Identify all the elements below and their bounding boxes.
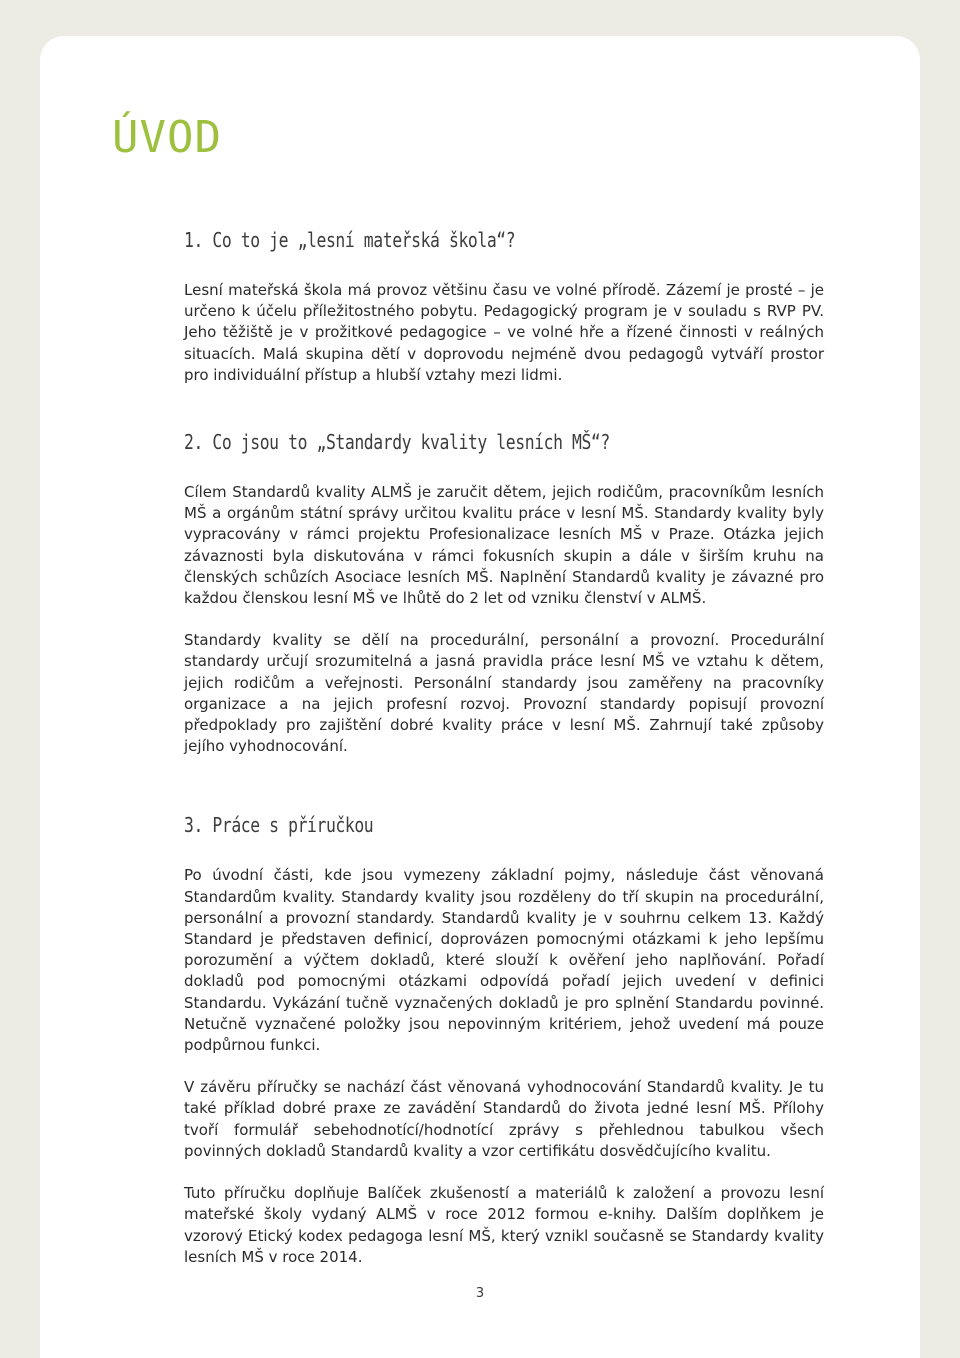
- section-heading-3: 3. Práce s příručkou: [184, 813, 374, 838]
- section-3-paragraph-3: Tuto příručku doplňuje Balíček zkušeností a materiálů k založení a provozu lesní mateřské školy vydaný ALMŠ v roce 2012 formou e-knihy. Dalším doplňkem je vzorový Etický kodex pedagoga lesní MŠ, který vznikl současně se Standardy kvality lesních MŠ v roce 2014.: [184, 1184, 824, 1266]
- section-2-paragraph-1: Cílem Standardů kvality ALMŠ je zaručit dětem, jejich rodičům, pracovníkům lesních MŠ a orgánům státní správy určitou kvalitu práce v lesní MŠ. Standardy kvality byly vypracovány v rámci projektu Profesionalizace lesních MŠ v Praze. Otázka jejich závaznosti byla diskutována v rámci fokusních skupin a dále v širším kruhu na členských schůzích Asociace lesních MŠ. Naplnění Standardů kvality je závazné pro každou členskou lesní MŠ ve lhůtě do 2 let od vzniku členství v ALMŠ.: [184, 483, 824, 608]
- page-number: 3: [475, 1286, 485, 1301]
- section-3-paragraph-2: V závěru příručky se nachází část věnovaná vyhodnocování Standardů kvality. Je tu také příklad dobré praxe ze zavádění Standardů do života jedné lesní MŠ. Přílohy tvoří formulář sebehodnotící/hodnotící zprávy s přehlednou tabulkou všech povinných dokladů Standardů kvality a vzor certifikátu dosvědčujícího kvalitu.: [184, 1078, 824, 1160]
- page-title: ÚVOD: [112, 112, 222, 163]
- section-1-paragraph-1: Lesní mateřská škola má provoz většinu času ve volné přírodě. Zázemí je prosté – je určeno k účelu příležitostného pobytu. Pedagogický program je v souladu s RVP PV. Jeho těžiště je v prožitkové pedagogice – ve volné hře a řízené činnosti v reálných situacích. Malá skupina dětí v doprovodu nejméně dvou pedagogů vytváří prostor pro individuální přístup a hlubší vztahy mezi lidmi.: [184, 281, 824, 384]
- document-page: [40, 36, 920, 1358]
- section-3-paragraph-1: Po úvodní části, kde jsou vymezeny základní pojmy, následuje část věnovaná Standardům kvality. Standardy kvality jsou rozděleny do tří skupin na procedurální, personální a provozní standardy. Standardů kvality je v souhrnu celkem 13. Každý Standard je představen definicí, doprovázen pomocnými otázkami k jeho lepšímu porozumění a výčtem dokladů, které slouží k ověření jeho naplňování. Pořadí dokladů pod pomocnými otázkami odpovídá pořadí jejich uvedení v definici Standardu. Vykázání tučně vyznačených dokladů je pro splnění Standardu povinné. Netučně vyznačené položky jsou nepovinným kritériem, jehož uvedení má pouze podpůrnou funkci.: [184, 866, 824, 1055]
- section-heading-2: 2. Co jsou to „Standardy kvality lesních MŠ“?: [184, 430, 610, 455]
- section-heading-1: 1. Co to je „lesní mateřská škola“?: [184, 228, 516, 252]
- section-2-paragraph-2: Standardy kvality se dělí na procedurální, personální a provozní. Procedurální standardy určují srozumitelná a jasná pravidla práce lesní MŠ ve vztahu k dětem, jejich rodičům a veřejnosti. Personální standardy jsou zaměřeny na pracovníky organizace a na jejich profesní rozvoj. Provozní standardy popisují provozní předpoklady pro zajištění dobré kvality práce v lesní MŠ. Zahrnují také způsoby jejího vyhodnocování.: [184, 631, 824, 756]
- page-content: [184, 224, 824, 1268]
